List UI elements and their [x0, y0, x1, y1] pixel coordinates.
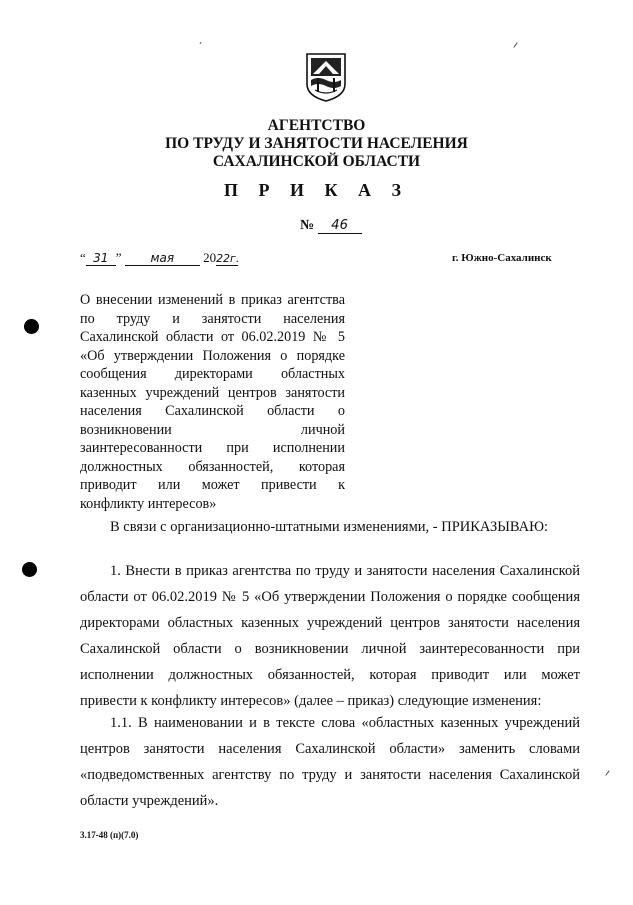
paragraph-line: области учреждений».: [80, 793, 219, 809]
paragraph-line: привести к конфликту интересов» (далее – приказ) следующие изменения:: [80, 693, 542, 709]
subject-line: по труду и занятости населения: [80, 310, 345, 327]
scan-speck: [513, 42, 517, 47]
paragraph-line: 1.1. В наименовании и в тексте слова «областных казенных учреждений: [110, 715, 580, 731]
agency-title-line-1: АГЕНТСТВО: [267, 117, 366, 134]
paragraph-line: области от 06.02.2019 № 5 «Об утверждении Положения о порядке сообщения: [80, 589, 580, 605]
paragraph-line: директорами областных казенных учреждений центров занятости населения: [80, 615, 580, 631]
city-label: г. Южно-Сахалинск: [452, 252, 552, 264]
order-number-row: [300, 218, 362, 234]
subject-line: конфликту интересов»: [80, 495, 217, 512]
paragraph-1: [80, 558, 580, 714]
subject-line: должностных обязанностей, которая: [80, 458, 345, 475]
subject-line: населения Сахалинской области о: [80, 403, 345, 419]
subject-line: «Об утверждении Положения о порядке: [80, 347, 345, 364]
subject-line: приводит или может привести к: [80, 477, 345, 493]
paragraph-line: центров занятости населения Сахалинской области» заменить словами: [80, 741, 580, 757]
order-title: П Р И К А З: [223, 180, 410, 200]
subject-line: Сахалинской области от 06.02.2019 № 5: [80, 329, 345, 345]
scan-speck: [200, 42, 202, 44]
paragraph-line: исполнении должностных обязанностей, которая приводит или может: [80, 667, 580, 683]
order-number: 46: [318, 218, 362, 234]
paragraph-line: 1. Внести в приказ агентства по труду и занятости населения Сахалинской: [110, 563, 580, 579]
order-date: [80, 250, 238, 266]
subject-line: возникновении личной: [80, 421, 345, 438]
agency-title-line-2: ПО ТРУДУ И ЗАНЯТОСТИ НАСЕЛЕНИЯ: [165, 135, 468, 152]
date-year-prefix: 20: [203, 250, 217, 265]
coat-of-arms-icon: [305, 52, 347, 102]
date-close-quote: ”: [115, 250, 122, 265]
subject-line: О внесении изменений в приказ агентства: [80, 292, 345, 308]
date-year-suffix: 22г.: [216, 252, 240, 265]
date-open-quote: “: [80, 250, 86, 265]
paragraph-line: «подведомственных агентству по труду и занятости населения Сахалинской: [80, 767, 580, 783]
order-subject: [80, 291, 345, 513]
date-day: 31: [86, 251, 116, 266]
date-month: мая: [125, 251, 200, 266]
number-sign: №: [300, 218, 315, 233]
subject-line: заинтересованности при исполнении: [80, 440, 345, 456]
paragraph-line: Сахалинской области о возникновении личной заинтересованности при: [80, 641, 580, 657]
subject-line: сообщения директорами областных: [80, 366, 345, 382]
paragraph-1-1: [80, 710, 580, 814]
agency-title-line-3: САХАЛИНСКОЙ ОБЛАСТИ: [212, 153, 421, 170]
binder-hole-mark: [22, 562, 37, 577]
binder-hole-mark: [24, 319, 39, 334]
scan-speck: [605, 770, 609, 775]
document-code: 3.17-48 (п)(7.0): [80, 830, 139, 840]
subject-line: казенных учреждений центров занятости: [80, 384, 345, 401]
preamble: В связи с организационно-штатными изменениями, - ПРИКАЗЫВАЮ:: [110, 519, 549, 535]
